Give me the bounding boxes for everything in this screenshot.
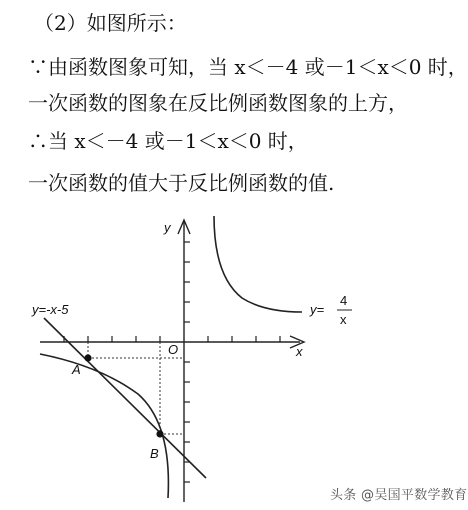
hyperbola-numerator: 4 bbox=[340, 293, 348, 308]
step-heading: （2）如图所示： bbox=[34, 11, 187, 35]
conclusion-line-2: 一次函数的值大于反比例函数的值. bbox=[28, 171, 335, 195]
hyperbola-denominator: x bbox=[340, 312, 347, 327]
point-a-label: A bbox=[72, 362, 81, 377]
y-axis-label: y bbox=[164, 220, 171, 235]
hyperbola-branch-first-quadrant bbox=[214, 216, 302, 312]
hyperbola-branch-third-quadrant bbox=[40, 354, 168, 498]
reasoning-line-2: 一次函数的图象在反比例函数图象的上方， bbox=[28, 91, 408, 115]
watermark: 头条 @吴国平数学教育 bbox=[330, 488, 468, 503]
line-equation-label: y=-x-5 bbox=[32, 302, 69, 317]
point-b-marker bbox=[156, 430, 163, 437]
function-graph-figure bbox=[0, 206, 468, 506]
hyperbola-equation-label bbox=[309, 293, 352, 327]
hyperbola-label-prefix: y= bbox=[310, 302, 325, 317]
point-a-marker bbox=[84, 354, 91, 361]
point-b-label: B bbox=[150, 446, 159, 461]
conclusion-line-1: ∴当 x＜－4 或－1＜x＜0 时， bbox=[28, 129, 308, 153]
origin-label: O bbox=[168, 342, 179, 357]
reasoning-line-1: ∵由函数图象可知，当 x＜－4 或－1＜x＜0 时， bbox=[28, 55, 468, 79]
y-axis-ticks bbox=[184, 242, 190, 482]
x-axis-label: x bbox=[296, 344, 303, 359]
